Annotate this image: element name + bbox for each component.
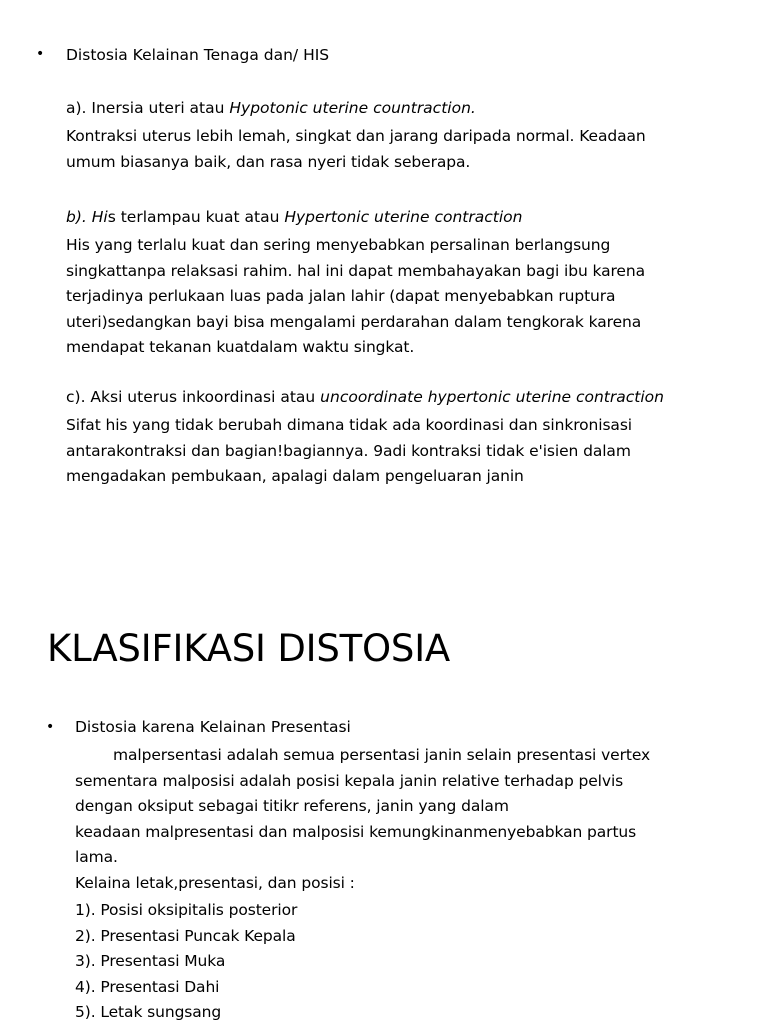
section-b-line: uteri)sedangkan bayi bisa mengalami perdarahan dalam tengkorak karena — [66, 312, 642, 331]
list-item: 3). Presentasi Muka — [75, 952, 226, 970]
list-item: 1). Posisi oksipitalis posterior — [75, 901, 298, 919]
section-a-body — [66, 124, 646, 175]
section-c-line: Sifat his yang tidak berubah dimana tidak ada koordinasi dan sinkronisasi — [66, 416, 632, 434]
presentation-list — [75, 898, 297, 1026]
section-a-heading-italic: Hypotonic uterine countraction. — [229, 99, 476, 117]
list-item: 2). Presentasi Puncak Kepala — [75, 926, 296, 945]
slide-distosia-classification — [0, 600, 768, 1024]
section-c-line: antarakontraksi dan bagian!bagiannya. 9adi kontraksi tidak e'isien dalam — [66, 441, 631, 460]
section-c-heading — [66, 387, 664, 407]
bullet-dot: • — [36, 46, 45, 62]
section-b-body — [66, 233, 645, 361]
bullet-dot: • — [46, 719, 55, 735]
body-line: sementara malposisi adalah posisi kepala janin relative terhadap pelvis — [75, 771, 624, 790]
section-b-line: singkattanpa relaksasi rahim. hal ini dapat membahayakan bagi ibu karena — [66, 261, 645, 280]
section-c-heading-italic: uncoordinate hypertonic uterine contraction — [320, 388, 664, 406]
body-line: malpersentasi adalah semua persentasi janin selain presentasi vertex — [113, 746, 651, 764]
section-b-line: His yang terlalu kuat dan sering menyebabkan persalinan berlangsung — [66, 236, 611, 254]
section-c-heading-prefix: c). Aksi uterus inkoordinasi atau — [66, 388, 321, 406]
section-a-heading-prefix: a). Inersia uteri atau — [66, 99, 230, 117]
section-a-heading — [66, 98, 476, 118]
section-a-line: Kontraksi uterus lebih lemah, singkat dan jarang daripada normal. Keadaan — [66, 127, 646, 145]
body-line: lama. — [75, 848, 118, 866]
slide-title: KLASIFIKASI DISTOSIA — [47, 627, 451, 670]
section-c-body — [66, 413, 632, 490]
list-item: 5). Letak sungsang — [75, 1003, 222, 1021]
list-item: 4). Presentasi Dahi — [75, 977, 220, 996]
bullet-text: Distosia Kelainan Tenaga dan/ HIS — [66, 46, 330, 64]
section-b-line: mendapat tekanan kuatdalam waktu singkat. — [66, 338, 415, 356]
body-line: keadaan malpresentasi dan malposisi kemungkinanmenyebabkan partus — [75, 822, 637, 841]
body-line: Kelaina letak,presentasi, dan posisi : — [75, 873, 355, 892]
section-c-line: mengadakan pembukaan, apalagi dalam pengeluaran janin — [66, 467, 524, 485]
presentation-body — [75, 743, 650, 896]
body-line: dengan oksiput sebagai titikr referens, janin yang dalam — [75, 797, 509, 815]
section-b-line: terjadinya perlukaan luas pada jalan lahir (dapat menyebabkan ruptura — [66, 287, 616, 305]
section-b-heading-middle: s terlampau kuat atau — [107, 208, 285, 226]
section-b-heading-italic-prefix: b). Hi — [66, 208, 108, 226]
section-b-heading — [66, 207, 522, 227]
bullet-text: Distosia karena Kelainan Presentasi — [75, 718, 351, 736]
section-a-line: umum biasanya baik, dan rasa nyeri tidak seberapa. — [66, 152, 471, 171]
section-b-heading-italic: Hypertonic uterine contraction — [284, 208, 523, 226]
